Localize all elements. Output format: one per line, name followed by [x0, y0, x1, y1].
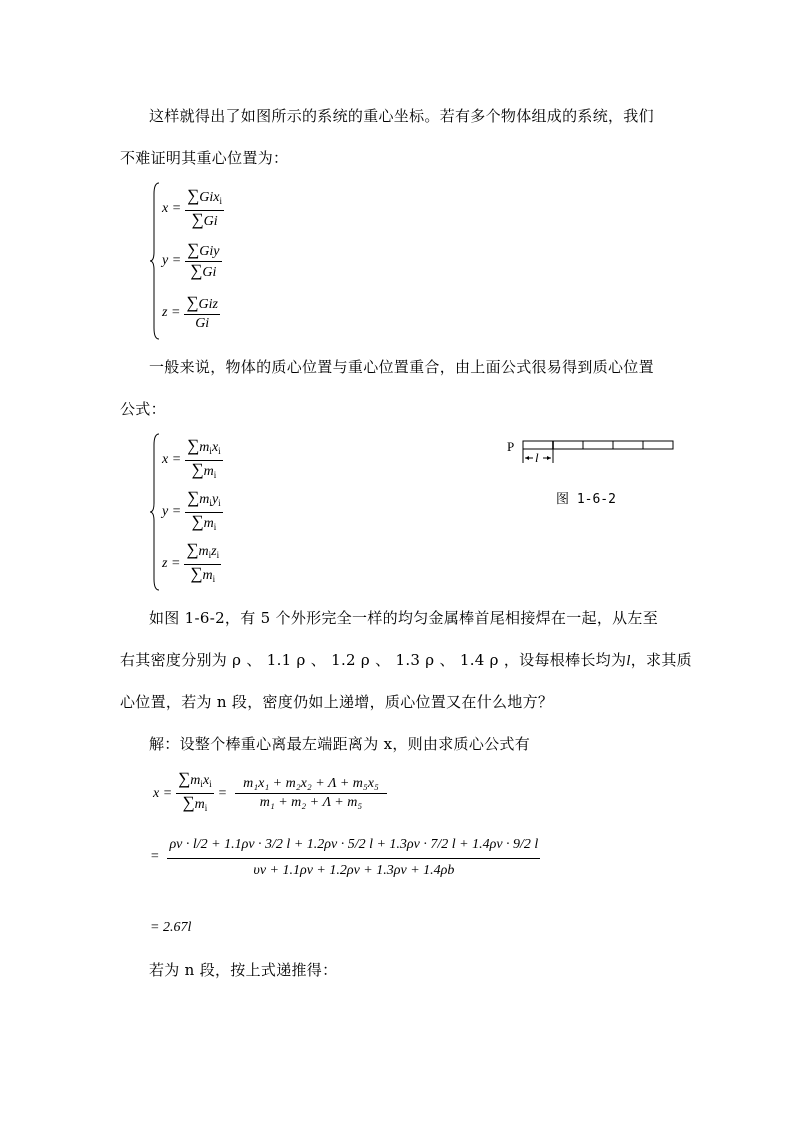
gravity-center-equations: [150, 182, 290, 340]
sum-symbol: ∑: [190, 563, 203, 583]
equals-sign: =: [150, 849, 160, 864]
sum-symbol: ∑: [186, 292, 199, 312]
paragraph-5: 若为 n 段，按上式递推得：: [149, 961, 338, 979]
eq-gz-denominator: Gi: [195, 315, 210, 331]
arrowhead-left: [525, 456, 529, 460]
paragraph-4: 解：设整个棒重心离最左端距离为 x，则由求质心公式有: [149, 735, 531, 753]
eq-gz: [162, 291, 220, 335]
left-brace: [150, 182, 160, 340]
paragraph-3-line-2: [120, 650, 692, 671]
eq-gz-fraction: [184, 294, 220, 333]
sum-symbol: ∑: [186, 539, 199, 559]
eq-gx-lhs: x =: [162, 201, 182, 216]
sum-symbol: ∑: [182, 793, 195, 812]
big-fraction-numerator: ρv · l/2 + 1.1ρv · 3/2 l + 1.2ρv · 5/2 l + 1.3ρv · 7/2 l + 1.4ρv · 9/2 l: [167, 834, 540, 859]
eq-mz: [162, 539, 221, 586]
sum-symbol: ∑: [191, 511, 204, 531]
eq-my-fraction: $\frac{\sum m_iy_i}{\sum m_i}$: [187, 487, 221, 532]
eq-gx: [162, 187, 224, 231]
sum-symbol: ∑: [187, 435, 200, 455]
solution-equation-1: [153, 770, 387, 817]
eq-gy-numerator: Giy: [199, 243, 220, 259]
eq-gx-numerator: Gix: [199, 190, 220, 205]
paragraph-2-line-2: 公式：: [120, 400, 166, 418]
paragraph-3-line-3: 心位置，若为 n 段，密度仍如上递增，质心位置又在什么地方？: [120, 693, 554, 711]
paragraph-3-line-1: 如图 1-6-2，有 5 个外形完全一样的均匀金属棒首尾相接焊在一起，从左至: [149, 609, 659, 627]
eq-mz-lhs: z =: [162, 556, 181, 571]
solution-fraction-1: $\frac{\sum m_ix_i}{\sum m_i}$: [178, 769, 212, 813]
eq-my: [162, 487, 223, 534]
sum-symbol: ∑: [178, 769, 191, 788]
eq-gy-lhs: y =: [162, 253, 182, 268]
eq-my-lhs: y =: [162, 504, 182, 519]
solution-equation-2: [150, 834, 540, 880]
solution-result: = 2.67l: [150, 920, 192, 935]
paragraph-2-line-1: 一般来说，物体的质心位置与重心位置重合，由上面公式很易得到质心位置: [149, 358, 654, 376]
eq-mx: [162, 435, 223, 482]
length-label-l: l: [535, 450, 539, 465]
solution-fraction-2-numerator: m₁x₁ + m₂x₂ + Λ + m₅x₅: [235, 775, 387, 794]
paragraph-1-line-1: 这样就得出了如图所示的系统的重心坐标。若有多个物体组成的系统，我们: [149, 107, 654, 125]
eq-gx-fraction: $\frac{\sum Gix_i}{\sum Gi}$: [187, 186, 223, 229]
paragraph-1-line-2: 不难证明其重心位置为：: [120, 149, 289, 167]
eq-gy-denominator: Gi: [202, 264, 217, 280]
eq-gx-denominator: Gi: [203, 214, 218, 229]
sum-symbol: ∑: [187, 239, 200, 259]
point-label-p: P: [507, 439, 515, 454]
eq-gy: [162, 239, 222, 283]
sum-symbol: ∑: [191, 459, 204, 479]
rod-segment-dividers: [553, 441, 643, 449]
eq-gy-fraction: [185, 241, 221, 282]
rod-length-symbol: l: [626, 653, 631, 669]
eq-mz-fraction: $\frac{\sum m_iz_i}{\sum m_i}$: [186, 539, 220, 584]
solution-fraction-2-denominator: m₁ + m₂ + Λ + m₅: [259, 795, 363, 810]
mass-center-equations: [150, 433, 290, 591]
eq-mx-fraction: $\frac{\sum m_ix_i}{\sum m_i}$: [187, 435, 221, 480]
left-brace: [150, 433, 160, 591]
eq-gz-numerator: Giz: [198, 296, 218, 312]
sum-symbol: ∑: [191, 210, 204, 229]
sum-symbol: ∑: [187, 487, 200, 507]
paragraph-3-line-2-text: 右其密度分别为 ρ 、 1.1 ρ 、 1.2 ρ 、 1.3 ρ 、 1.4 ρ ，设每根棒长均为: [120, 651, 627, 669]
sum-symbol: ∑: [187, 186, 200, 205]
eq-gz-lhs: z =: [162, 305, 181, 320]
solution-big-fraction: [167, 834, 540, 880]
equals-sign: =: [217, 785, 228, 801]
arrowhead-right: [547, 456, 551, 460]
solution-fraction-2: [235, 775, 387, 812]
sum-symbol: ∑: [190, 260, 203, 280]
rod-diagram: [505, 437, 685, 477]
eq-mx-lhs: x =: [162, 452, 182, 467]
big-fraction-denominator: υv + 1.1ρv + 1.2ρv + 1.3ρv + 1.4ρb: [253, 863, 455, 878]
solution-lhs: x =: [153, 785, 173, 801]
paragraph-3-line-2-end: ，求其质: [630, 651, 692, 669]
rod-outline: [523, 441, 673, 449]
figure-caption: 图 1-6-2: [556, 492, 616, 507]
